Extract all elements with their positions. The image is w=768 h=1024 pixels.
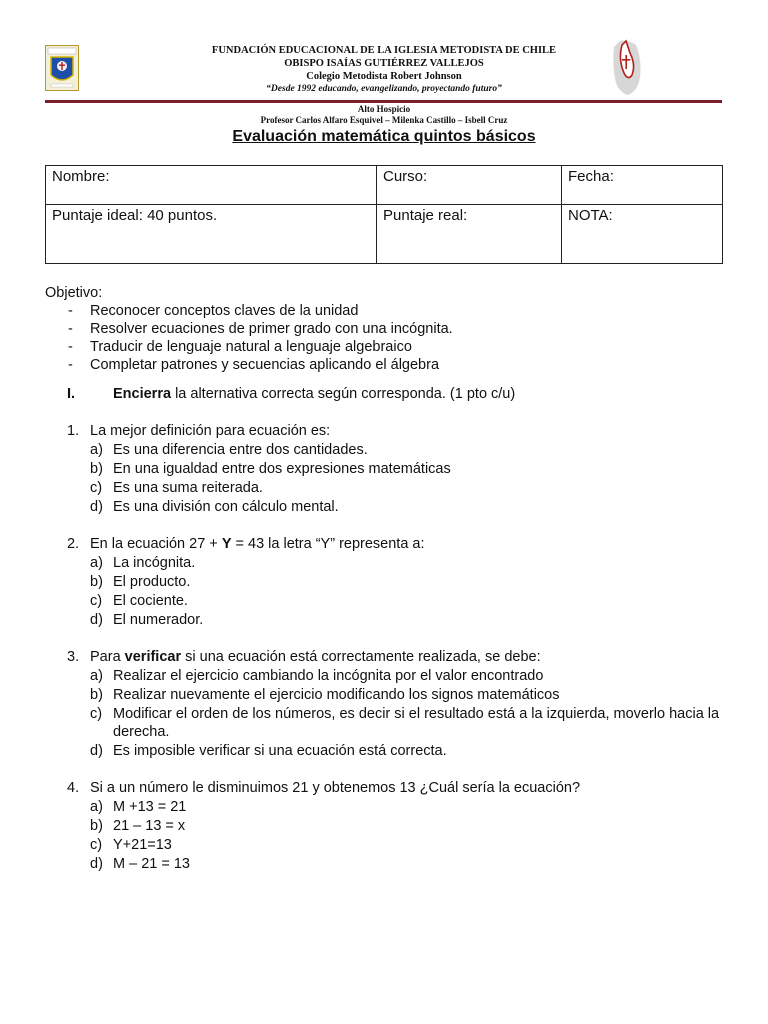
answer-option[interactable] [90,460,725,478]
objective-item: - Traducir de lenguaje natural a lenguaje algebraico [68,339,412,355]
option-letter: a) [90,668,103,684]
answer-option[interactable] [90,705,725,741]
question-stem [90,422,725,440]
option-text: El numerador. [113,612,204,628]
answer-option[interactable] [90,611,725,629]
question-stem-bold: verificar [124,649,182,665]
question-list [45,422,725,873]
answer-option[interactable] [90,573,725,591]
option-letter: b) [90,687,103,703]
answer-option[interactable] [90,479,725,497]
question-stem [90,535,725,553]
question-2 [45,535,725,629]
objective-list [45,302,725,374]
option-letter: c) [90,480,103,496]
answer-options [90,798,725,873]
option-letter: a) [90,442,103,458]
option-text: M – 21 = 13 [113,856,190,872]
question-stem-pre: La mejor definición para ecuación es: [90,423,331,439]
answer-options [90,667,725,760]
question-stem-pre: En la ecuación 27 + [90,536,222,552]
option-letter: d) [90,612,103,628]
question-number: 1. [67,423,80,439]
option-text: El producto. [113,574,191,590]
header-teachers: Profesor Carlos Alfaro Esquivel – Milenka Castillo – Isbell Cruz [260,115,508,125]
section-instructions [45,385,725,403]
question-number: 4. [67,780,80,796]
question-stem-post: si una ecuación está correctamente realizada, se debe: [181,649,541,665]
question-stem [90,779,725,797]
option-text: 21 – 13 = x [113,818,186,834]
header-divider [45,100,722,103]
grade-field[interactable]: NOTA: [562,205,723,264]
answer-option[interactable] [90,836,725,854]
institution-header [0,44,768,96]
question-stem-pre: Si a un número le disminuimos 21 y obtenemos 13 ¿Cuál sería la ecuación? [90,780,581,796]
question-1 [45,422,725,516]
option-letter: a) [90,555,103,571]
ideal-score-cell: Puntaje ideal: 40 puntos. [46,205,377,264]
option-letter: a) [90,799,103,815]
question-stem-bold: Y [221,536,232,552]
option-text: La incógnita. [113,555,196,571]
option-letter: b) [90,818,103,834]
question-number: 2. [67,536,80,552]
section-text: la alternativa correcta según corresponda. (1 pto c/u) [171,386,516,402]
answer-option[interactable] [90,686,725,704]
option-letter: d) [90,856,103,872]
answer-option[interactable] [90,667,725,685]
objective-label: Objetivo: [45,285,103,301]
section-verb: Encierra [113,386,172,402]
option-text: M +13 = 21 [113,799,187,815]
question-stem [90,648,725,666]
answer-options [90,554,725,629]
answer-option[interactable] [90,441,725,459]
question-number: 3. [67,649,80,665]
student-info-table [45,165,723,264]
answer-option[interactable] [90,855,725,873]
objective-item: - Resolver ecuaciones de primer grado con una incógnita. [68,321,453,337]
option-letter: c) [90,706,103,722]
option-letter: b) [90,574,103,590]
answer-option[interactable] [90,742,725,760]
option-text: Es una diferencia entre dos cantidades. [113,442,368,458]
question-stem-pre: Para [90,649,125,665]
answer-option[interactable] [90,817,725,835]
answer-option[interactable] [90,498,725,516]
page-title: Evaluación matemática quintos básicos [232,128,536,145]
option-text: Es imposible verificar si una ecuación está correcta. [113,743,447,759]
header-line-school: Colegio Metodista Robert Johnson [306,71,462,82]
option-letter: b) [90,461,103,477]
question-stem-post: = 43 la letra “Y” representa a: [231,536,425,552]
header-motto: “Desde 1992 educando, evangelizando, proyectando futuro” [266,84,502,94]
question-4 [45,779,725,873]
option-text: Modificar el orden de los números, es decir si el resultado está a la izquierda, moverlo hacia la derecha. [113,706,720,740]
option-text: En una igualdad entre dos expresiones matemáticas [113,461,451,477]
option-letter: c) [90,593,103,609]
objective-item: - Reconocer conceptos claves de la unidad [68,303,359,319]
option-letter: c) [90,837,103,853]
answer-option[interactable] [90,554,725,572]
option-text: El cociente. [113,593,188,609]
section-number: I. [67,386,76,402]
exam-body [45,284,725,874]
answer-option[interactable] [90,592,725,610]
date-field[interactable]: Fecha: [562,166,723,205]
option-text: Y+21=13 [113,837,172,853]
methodist-cross-flame-logo [608,37,644,97]
header-line-bishop: OBISPO ISAÍAS GUTIÉRREZ VALLEJOS [284,58,484,69]
option-letter: d) [90,743,103,759]
option-text: Es una suma reiterada. [113,480,263,496]
header-line-foundation: FUNDACIÓN EDUCACIONAL DE LA IGLESIA METODISTA DE CHILE [211,45,557,56]
course-field[interactable]: Curso: [377,166,562,205]
option-text: Realizar nuevamente el ejercicio modificando los signos matemáticos [113,687,560,703]
objective-item: - Completar patrones y secuencias aplicando el álgebra [68,357,440,373]
header-city: Alto Hospicio [357,104,411,114]
option-text: Es una división con cálculo mental. [113,499,339,515]
real-score-field[interactable]: Puntaje real: [377,205,562,264]
question-3 [45,648,725,760]
name-field[interactable]: Nombre: [46,166,377,205]
answer-option[interactable] [90,798,725,816]
option-letter: d) [90,499,103,515]
option-text: Realizar el ejercicio cambiando la incógnita por el valor encontrado [113,668,544,684]
answer-options [90,441,725,516]
